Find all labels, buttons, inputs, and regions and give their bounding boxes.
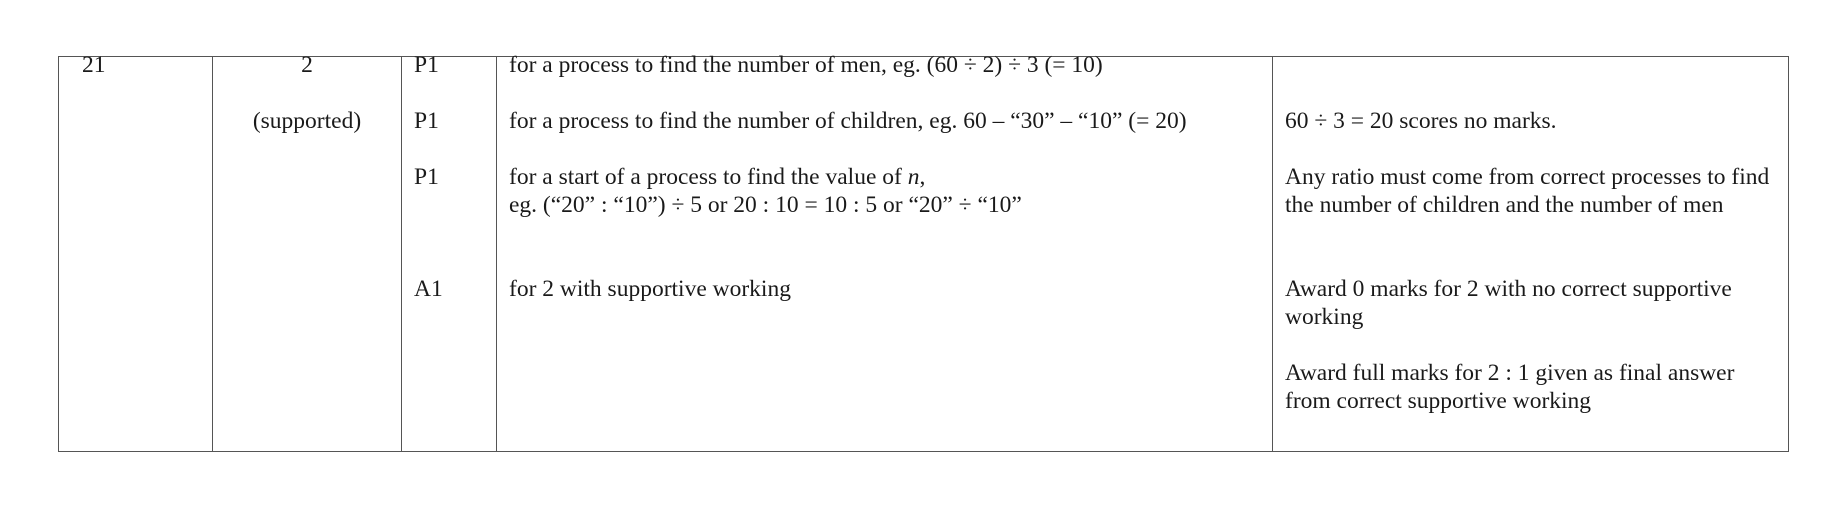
method-text: for 2 with supportive working [509,276,791,302]
mark-code: P1 [414,108,439,134]
mark-code: A1 [414,276,443,302]
method-text-suffix: , [919,164,926,190]
question-column [59,52,212,451]
guidance-text: Award full marks for 2 : 1 given as final answer from correct supportive working [1285,360,1735,414]
question-number: 21 [82,52,106,78]
variable-n: n [907,164,920,190]
method-text: for a process to find the number of children, eg. 60 – “30” – “10” (= 20) [509,108,1187,134]
method-text [509,163,925,191]
method-column [496,52,1272,451]
mark-scheme-table [58,52,1789,452]
guidance-text: Award 0 marks for 2 with no correct supportive working [1285,276,1732,330]
answer-note: (supported) [252,108,362,134]
guidance-text: Any ratio must come from correct processes to find the number of children and the number of men [1285,164,1770,218]
answer-column [212,52,401,451]
method-example: eg. (“20” : “10”) ÷ 5 or 20 : 10 = 10 : 5 or “20” ÷ “10” [509,192,1022,218]
mark-column [401,52,496,451]
mark-code: P1 [414,52,439,78]
guidance-text: 60 ÷ 3 = 20 scores no marks. [1285,108,1557,134]
answer-value: 2 [301,52,313,78]
method-text: for a process to find the number of men, eg. (60 ÷ 2) ÷ 3 (= 10) [509,52,1103,78]
guidance-column [1272,57,1788,451]
mark-code: P1 [414,164,439,190]
method-text-prefix: for a start of a process to find the value of [509,164,908,190]
